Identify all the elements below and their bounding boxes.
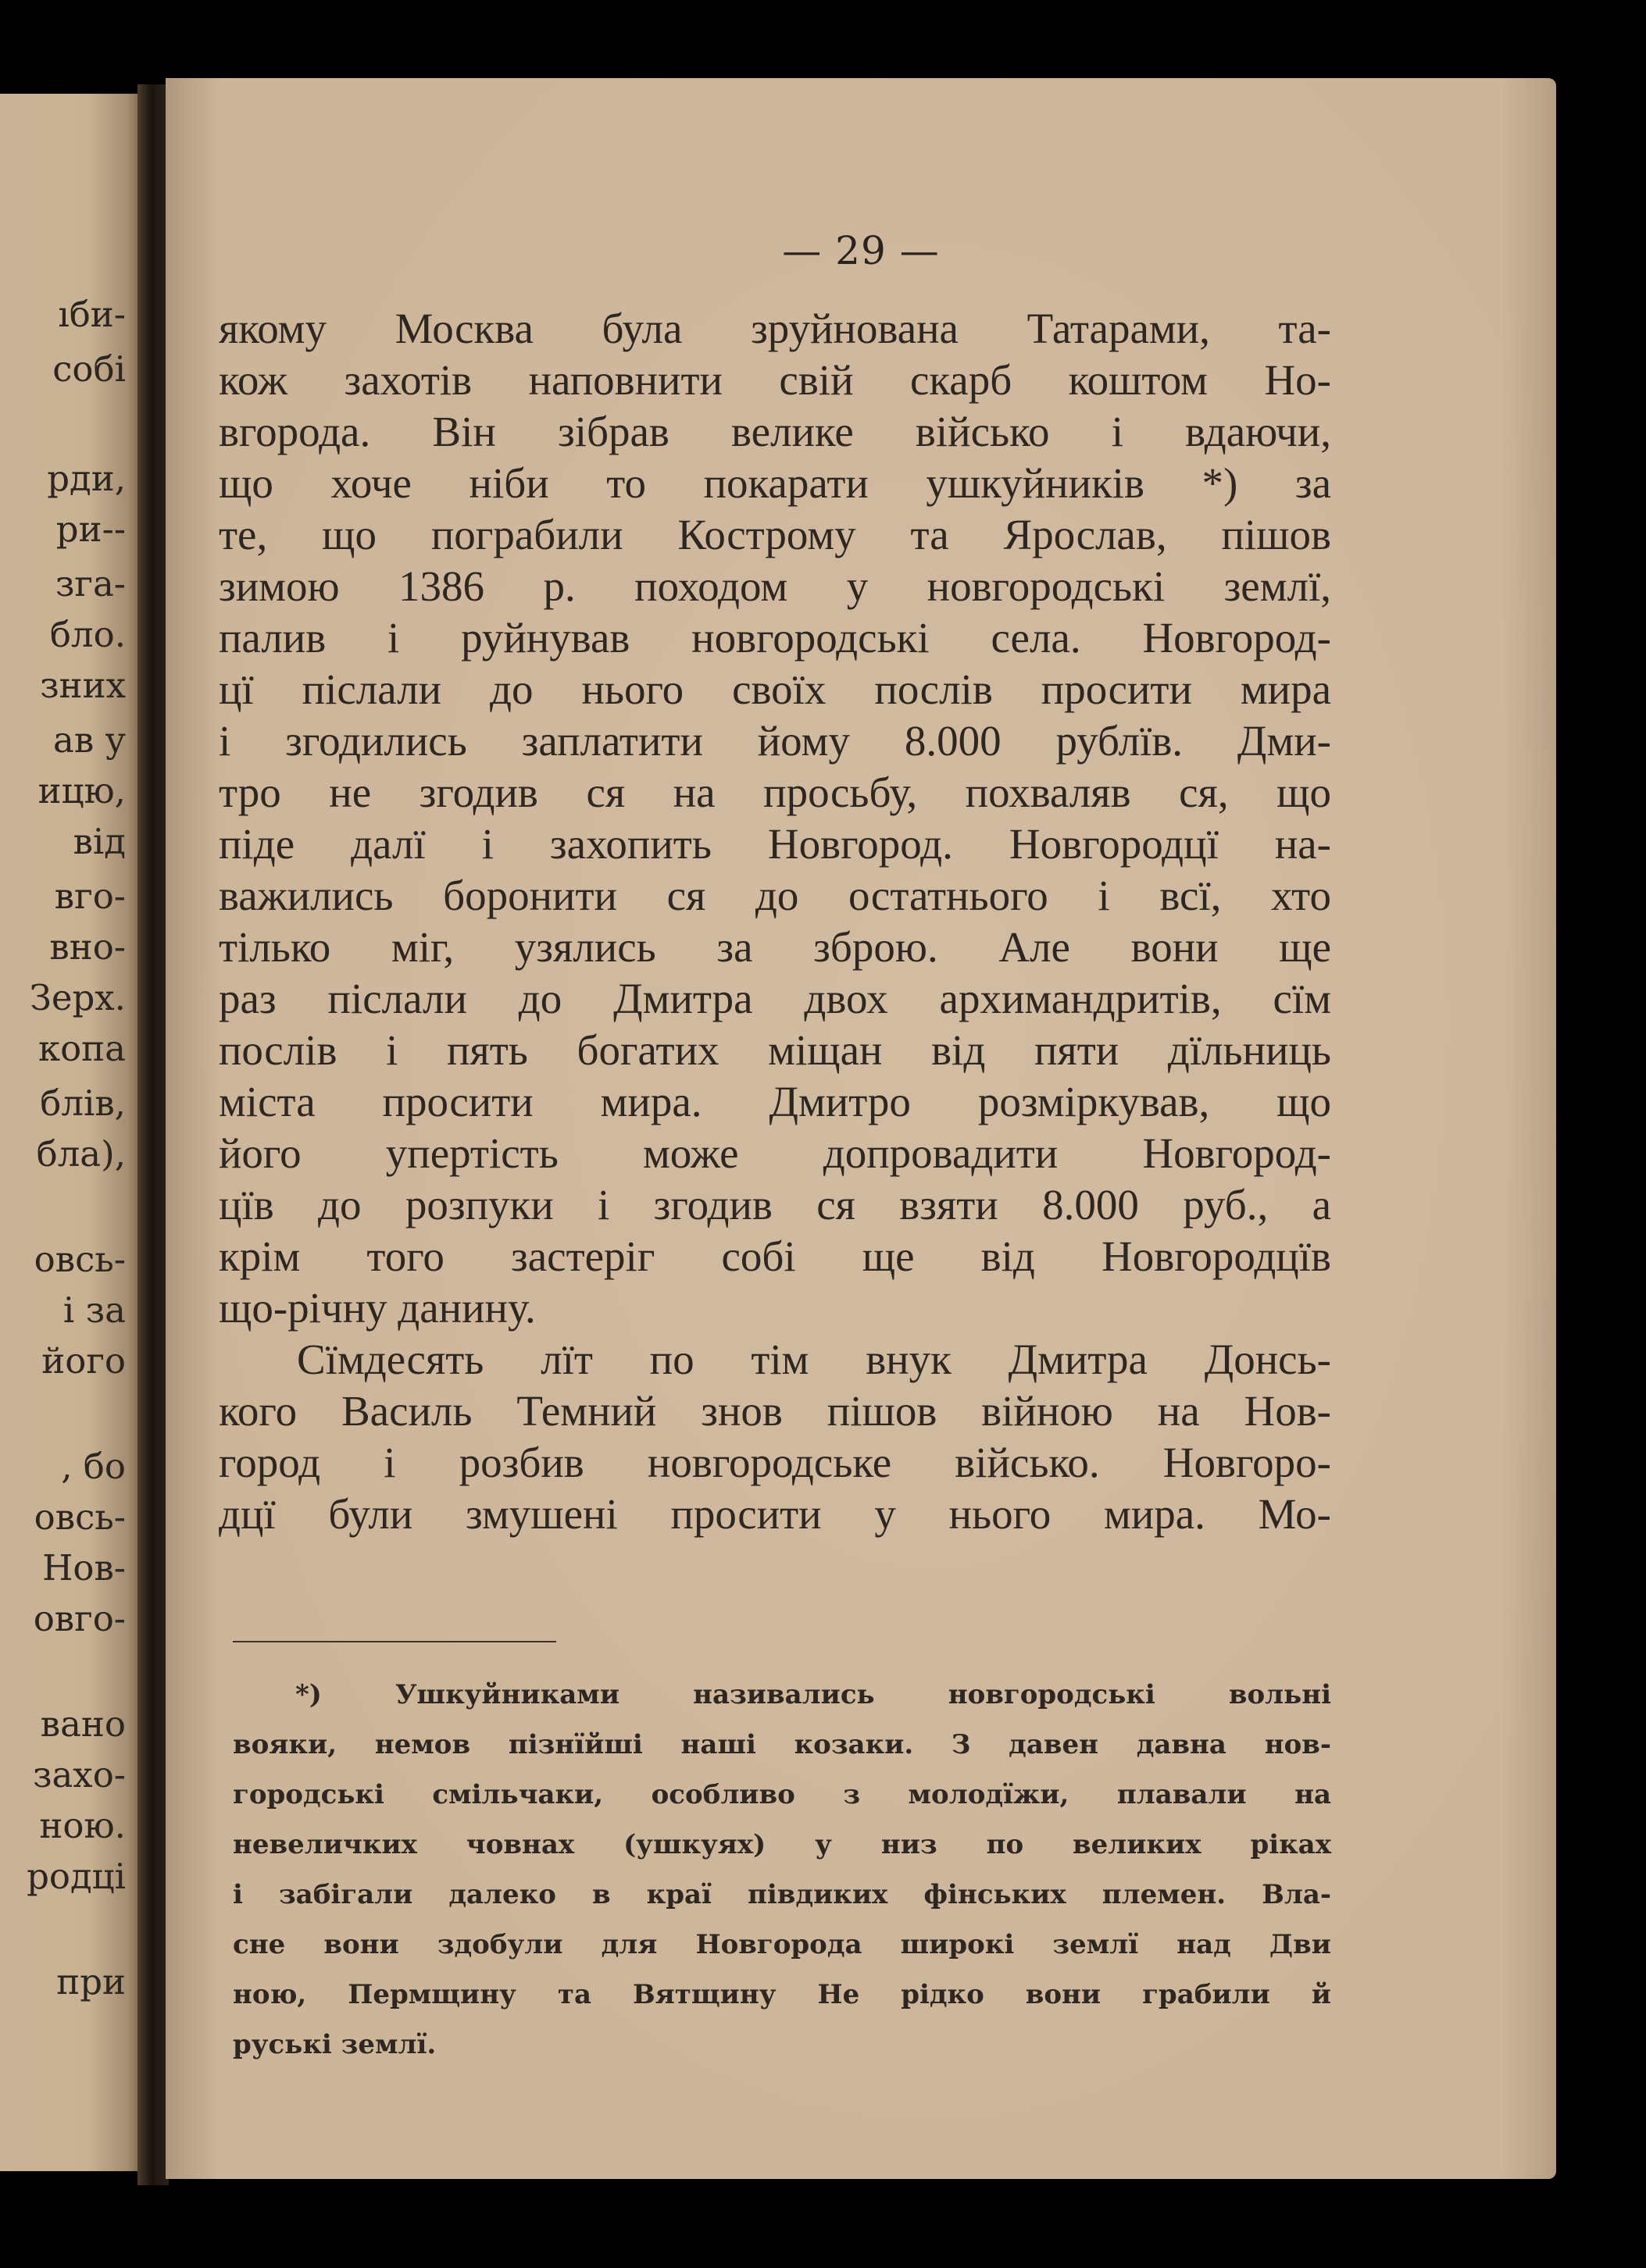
previous-page-text-fragment: овсь- (34, 1496, 126, 1538)
text-line: і згодились заплатити йому 8.000 рублїв. Дми- (219, 717, 1331, 765)
previous-page-fragment (0, 94, 160, 2171)
text-line: раз післали до Дмитра двох архимандритів, сїм (219, 975, 1331, 1022)
previous-page-text-fragment: собі (52, 348, 126, 390)
book-page (166, 78, 1556, 2179)
footnote-line: вояки, немов пізнїйші наші козаки. З давен давна нов- (233, 1729, 1331, 1760)
text-line: цїв до розпуки і згодив ся взяти 8.000 руб., а (219, 1181, 1331, 1228)
previous-page-text-fragment: рди, (47, 458, 126, 499)
body-text (219, 303, 1331, 1540)
footnote-line: і забігали далеко в краї півдиких фінських племен. Вла- (233, 1879, 1331, 1910)
previous-page-text-fragment: вно- (49, 926, 126, 968)
book-gutter (137, 84, 169, 2185)
text-line: важились боронити ся до остатнього і всї, хто (219, 872, 1331, 919)
text-line: дцї були змушені просити у нього мира. Мо- (219, 1490, 1331, 1538)
previous-page-text-fragment: бла), (36, 1133, 126, 1175)
text-line: тро не згодив ся на просьбу, похваляв ся, що (219, 768, 1331, 816)
text-line: палив і руйнував новгородські села. Новгород- (219, 614, 1331, 662)
text-line: вгорода. Він зібрав велике військо і вдаючи, (219, 408, 1331, 455)
previous-page-text-fragment: ıби- (58, 294, 126, 335)
footnote-divider (233, 1641, 556, 1642)
text-line: тілько міг, узялись за зброю. Але вони ще (219, 923, 1331, 971)
previous-page-text-fragment: вго- (54, 875, 126, 917)
text-line: що-річну данину. (219, 1284, 536, 1332)
text-line: його упертість може допровадити Новгород- (219, 1129, 1331, 1177)
text-line: цї післали до нього своїх послів просити мира (219, 665, 1331, 713)
footnote-line: руські землї. (233, 2029, 437, 2060)
previous-page-text-fragment: його (41, 1340, 126, 1382)
text-line: кого Василь Темний знов пішов війною на Нов- (219, 1387, 1331, 1435)
text-line: кож захотів наповнити свій скарб коштом Но- (219, 356, 1331, 404)
previous-page-text-fragment: ри-- (55, 508, 126, 550)
text-line: город і розбив новгородське військо. Новгоро- (219, 1439, 1331, 1486)
page-number: — 29 — (782, 228, 940, 273)
footnote-line: ною, Пермщину та Вятщину Не рідко вони грабили й (233, 1979, 1331, 2010)
footnote-line: сне вони здобули для Новгорода широкі землї над Дви (233, 1929, 1331, 1960)
previous-page-text-fragment: зних (40, 665, 126, 706)
previous-page-text-fragment: ною. (39, 1805, 126, 1846)
text-line: крім того застеріг собі ще від Новгородцїв (219, 1232, 1331, 1280)
previous-page-text-fragment: бло. (49, 614, 126, 655)
previous-page-text-fragment: захо- (32, 1754, 126, 1796)
previous-page-text-fragment: вано (40, 1703, 126, 1745)
previous-page-text-fragment: ав у (53, 719, 126, 761)
footnote-line: *) Ушкуйниками називались новгородські вольні (295, 1679, 1331, 1710)
previous-page-text-fragment: ицю, (37, 770, 126, 811)
text-line: якому Москва була зруйнована Татарами, та- (219, 305, 1331, 352)
paragraph-start-line: Сїмдесять лїт по тім внук Дмитра Донсь- (297, 1335, 1331, 1383)
previous-page-text-fragment: при (56, 1961, 126, 2002)
previous-page-text-fragment: , бо (61, 1446, 126, 1487)
previous-page-text-fragment: Зерх. (29, 977, 126, 1018)
text-line: послів і пять богатих міщан від пяти дїльниць (219, 1026, 1331, 1074)
previous-page-text-fragment: овсь- (34, 1239, 126, 1280)
previous-page-text-fragment: Нов- (42, 1547, 126, 1589)
text-line: що хоче ніби то покарати ушкуйників *) за (219, 459, 1331, 507)
text-line: піде далї і захопить Новгород. Новгородцї на- (219, 820, 1331, 868)
previous-page-text-fragment: родці (27, 1856, 126, 1897)
previous-page-text-fragment: від (73, 821, 126, 862)
previous-page-text-fragment: зга- (55, 563, 126, 604)
previous-page-text-fragment: блів, (40, 1082, 126, 1124)
previous-page-text-fragment: овго- (33, 1598, 126, 1639)
footnote-line: невеличких човнах (ушкуях) у низ по великих ріках (233, 1829, 1331, 1860)
text-line: міста просити мира. Дмитро розміркував, що (219, 1078, 1331, 1125)
text-line: зимою 1386 р. походом у новгородські землї, (219, 562, 1331, 610)
text-line: те, що пограбили Кострому та Ярослав, пішов (219, 511, 1331, 558)
previous-page-text-fragment: і за (62, 1289, 126, 1331)
previous-page-text-fragment: копа (37, 1028, 126, 1069)
footnote (233, 1670, 1331, 2070)
footnote-line: городські смільчаки, особливо з молодїжи, плавали на (233, 1779, 1331, 1810)
